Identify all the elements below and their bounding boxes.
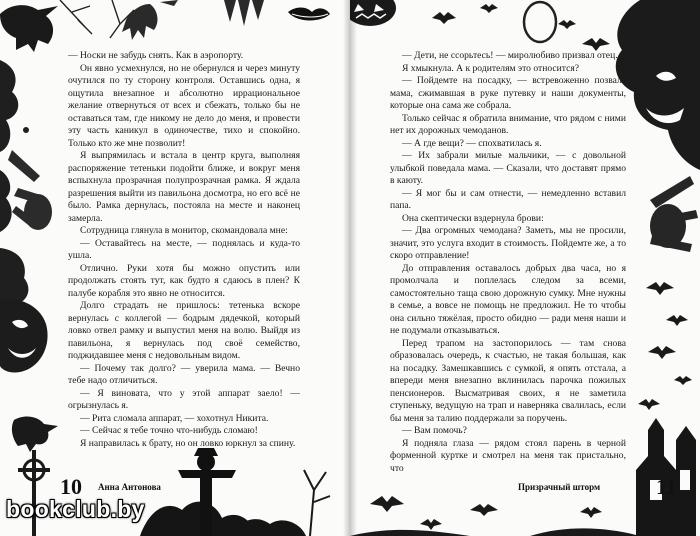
mirror-icon <box>524 2 556 42</box>
paragraph: — Я виновата, что у этой аппарат заело! — огрызнулась я. <box>68 387 300 411</box>
branch-icon <box>60 0 134 38</box>
paragraph: Перед трапом на застопорилось — там снова образовалась очередь, к счастью, не такая большая, как на посадку. Замешкавшись с сумкой, я опять отстала, а впереди меня внезапно вклинилась парочка пожилых пенсионеров. Высматривая своих, я не заметила ступеньку, ведущую на трап и наверняка свалилась, если бы меня за талию поддержали за поручень. <box>390 337 626 424</box>
paragraph: — Я мог бы и сам отнести, — немедленно вставил папа. <box>390 187 626 211</box>
page-number: 10 <box>60 474 82 499</box>
paragraph: Только сейчас я обратила внимание, что рядом с ними нет их дорожных чемоданов. <box>390 112 626 136</box>
paragraph: До отправления оставалось добрых два часа, но я промолчала и поплелась следом за всеми, самостоятельно таща свою дорожную сумку. Мне нужны в семье, а вовсе не помощь не предложил. Не то чтобы она сильно тяжёлая, просто обидно — ради меня наши и не подумали отказываться. <box>390 262 626 336</box>
paragraph: — Два огромных чемодана? Заметь, мы не просили, значит, это услуга входит в стоимость. Пойдемте же, а то скоро отправление! <box>390 225 626 261</box>
paragraph: — А где вещи? — спохватилась я. <box>402 137 542 149</box>
watermark: bookclub.by <box>6 496 145 522</box>
running-header: Призрачный шторм <box>518 482 601 492</box>
bat-icon <box>370 496 602 530</box>
handprint-icon <box>650 176 698 252</box>
page-number: 11 <box>656 474 677 499</box>
book-gutter <box>343 0 357 536</box>
bush-icon <box>140 502 306 536</box>
crow-icon <box>12 417 58 452</box>
lips-icon <box>288 8 330 21</box>
crow-icon <box>0 5 58 52</box>
handprint-icon <box>8 150 52 230</box>
paragraph: Долго страдать не пришлось: тетенька вскоре вернулась с коллегой — бодрым дядечкой, который ловко отвел рамку и выпустил меня на волю. Выйдя из павильона, я вернулась под своё семейство, поджидавшее меня с недовольным видом. <box>68 300 300 361</box>
paragraph: — Дети, не ссорьтесь! — миролюбиво призвал отец. <box>402 50 618 61</box>
running-header: Анна Антонова <box>98 482 161 492</box>
claw-icon <box>224 0 264 26</box>
tree-icon <box>304 470 330 536</box>
paragraph: — Почему так долго? — уверила мама. — Вечно тебе надо отличиться. <box>68 362 300 386</box>
paragraph: — Сейчас я тебе точно что-нибудь сломаю! <box>80 425 258 436</box>
paragraph: — Пойдемте на посадку, — встревоженно позвала мама, сжимавшая в руке путевку и наши документы, которые она сама же собрала. <box>390 75 626 111</box>
right-page-text <box>390 50 626 475</box>
paragraph: — Рита сломала аппарат, — хохотнул Никита. <box>80 412 269 424</box>
celtic-cross-icon <box>18 450 50 536</box>
left-page-text <box>68 50 300 450</box>
paragraph: — Их забрали милые мальчики, — с довольной улыбкой поведала мама. — Сказали, что доставят прямо в каюту. <box>390 150 626 186</box>
bat-icon <box>638 282 692 410</box>
paragraph: Он явно усмехнулся, но не обернулся и через минуту очутился по ту сторону контроля. Оставшись одна, я ощутила внезапное и абсолютно иррациональное желание отвернуться от всех и сбежать, только бы не оставаться там, где никому не дело до меня, и провести эту часть каникул в одиночестве, тихо и спокойно. Только кто же мне позволит! <box>68 62 300 149</box>
paragraph: Отлично. Руки хотя бы можно опустить или продолжать стоять тут, как будто я сдаюсь в плен? К палубе корабля это явно не относится. <box>68 262 300 299</box>
paragraph: — Оставайтесь на месте, — поднялась и куда-то ушла. <box>68 237 300 261</box>
mask-icon <box>0 299 48 372</box>
paragraph: Я направилась к брату, но он ловко юркнул за спину. <box>80 437 296 449</box>
paragraph: Я подняла глаза — рядом стоял парень в черной форменной куртке и смотрел на меня так пристально, что <box>390 437 626 474</box>
paragraph: Она скептически вздернула брови: <box>402 212 544 224</box>
paragraph: Я хмыкнула. А к родителям это относится? <box>402 62 580 74</box>
skeleton-hand-icon <box>122 0 178 40</box>
bat-icon <box>432 4 610 51</box>
paragraph: Сотрудница глянула в монитор, скомандовала мне: <box>80 225 288 236</box>
right-page <box>350 0 700 536</box>
ground-icon <box>350 528 640 536</box>
paragraph: Я выпрямилась и встала в центр круга, выполняя распоряжение тетеньки подойти ближе, и вокруг меня вспыхнула прозрачная полупрозрачная рамка. Я ждала разрешения выйти из павильона досмотра, но его всё не было. Рамка дернулась, постояла на месте и наконец замерла. <box>68 150 300 224</box>
paragraph: — Вам помочь? <box>402 425 467 436</box>
demon-face-icon <box>616 0 700 170</box>
paragraph: — Носки не забудь снять. Как в аэропорту. <box>68 50 244 61</box>
